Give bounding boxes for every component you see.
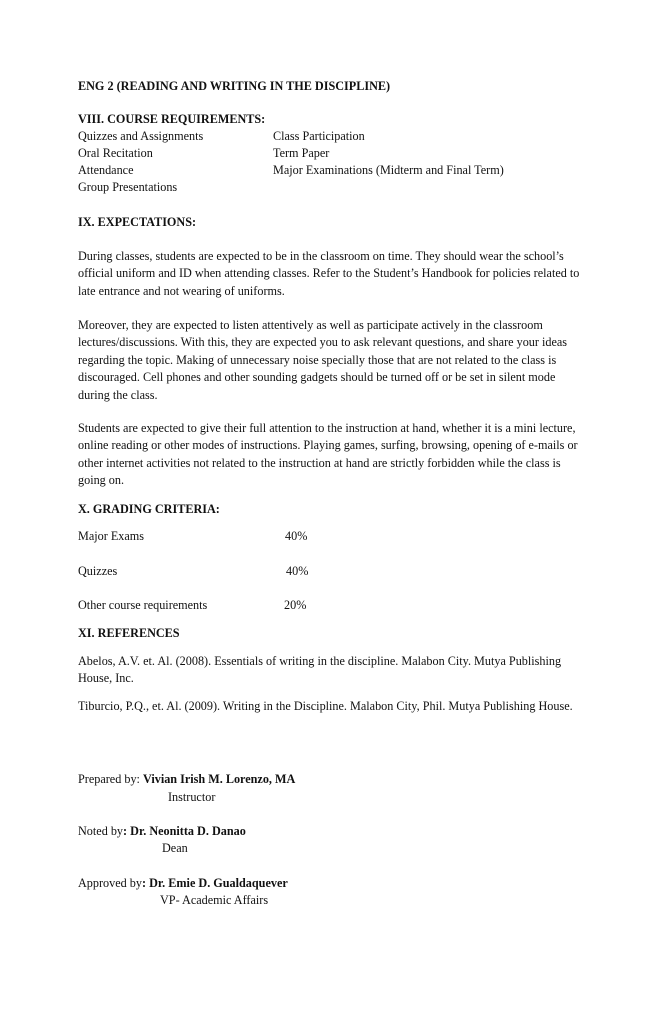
noted-by-title: Dean [162,841,188,855]
requirement-item: Oral Recitation [78,146,153,160]
approved-by-name: : Dr. Emie D. Gualdaquever [141,876,288,890]
document-title: ENG 2 (READING AND WRITING IN THE DISCIPLINE) [78,79,391,93]
grading-label: Other course requirements [78,598,208,612]
reference-entry: Abelos, A.V. et. Al. (2008). Essentials of writing in the discipline. Malabon City. Mutya Publishing House, Inc. [78,654,562,686]
grading-label: Quizzes [78,564,118,578]
requirement-item: Group Presentations [78,180,178,194]
prepared-by-name: Vivian Irish M. Lorenzo, MA [142,772,296,786]
reference-entry: Tiburcio, P.Q., et. Al. (2009). Writing in the Discipline. Malabon City, Phil. Mutya Publishing House. [78,699,573,713]
references-heading: XI. REFERENCES [78,626,180,640]
requirement-item: Term Paper [273,146,330,160]
approved-by-label: Approved by [78,876,142,890]
approved-by-title: VP- Academic Affairs [160,893,269,907]
requirement-item: Class Participation [273,129,365,143]
requirement-item: Attendance [78,163,134,177]
requirement-item: Major Examinations (Midterm and Final Term) [273,163,504,177]
expectations-heading: IX. EXPECTATIONS: [78,215,197,229]
grading-heading: X. GRADING CRITERIA: [78,502,220,516]
grading-percent: 40% [285,529,308,543]
prepared-by-line [78,771,295,788]
approved-by-line [78,875,288,892]
prepared-by-title: Instructor [168,790,216,804]
noted-by-name: : Dr. Neonitta D. Danao [123,824,246,838]
expectations-paragraph-3: Students are expected to give their full attention to the instruction at hand, whether it is a mini lecture, online reading or other modes of instructions. Playing games, surfing, browsing, opening of e-mails or other internet activities not related to the instruction at hand are strictly forbidden while the class is going on. [78,421,578,488]
requirement-item: Quizzes and Assignments [78,129,204,143]
prepared-by-label: Prepared by: [78,772,143,786]
course-requirements-heading: VIII. COURSE REQUIREMENTS: [78,112,266,126]
expectations-paragraph-1: During classes, students are expected to be in the classroom on time. They should wear the school’s official uniform and ID when attending classes. Refer to the Student’s Handbook for policies related to late entrance and not wearing of uniforms. [78,249,580,298]
grading-label: Major Exams [78,529,145,543]
noted-by-label: Noted by [78,824,124,838]
grading-percent: 40% [286,564,309,578]
expectations-paragraph-2: Moreover, they are expected to listen attentively as well as participate actively in the classroom lectures/discussions. With this, they are expected you to ask relevant questions, and share your ideas regarding the topic. Making of unnecessary noise specially those that are not related to the class is discouraged. Cell phones and other sounding gadgets should be turned off or be set in silent mode during the class. [78,318,568,402]
grading-percent: 20% [284,598,307,612]
noted-by-line [78,823,246,840]
